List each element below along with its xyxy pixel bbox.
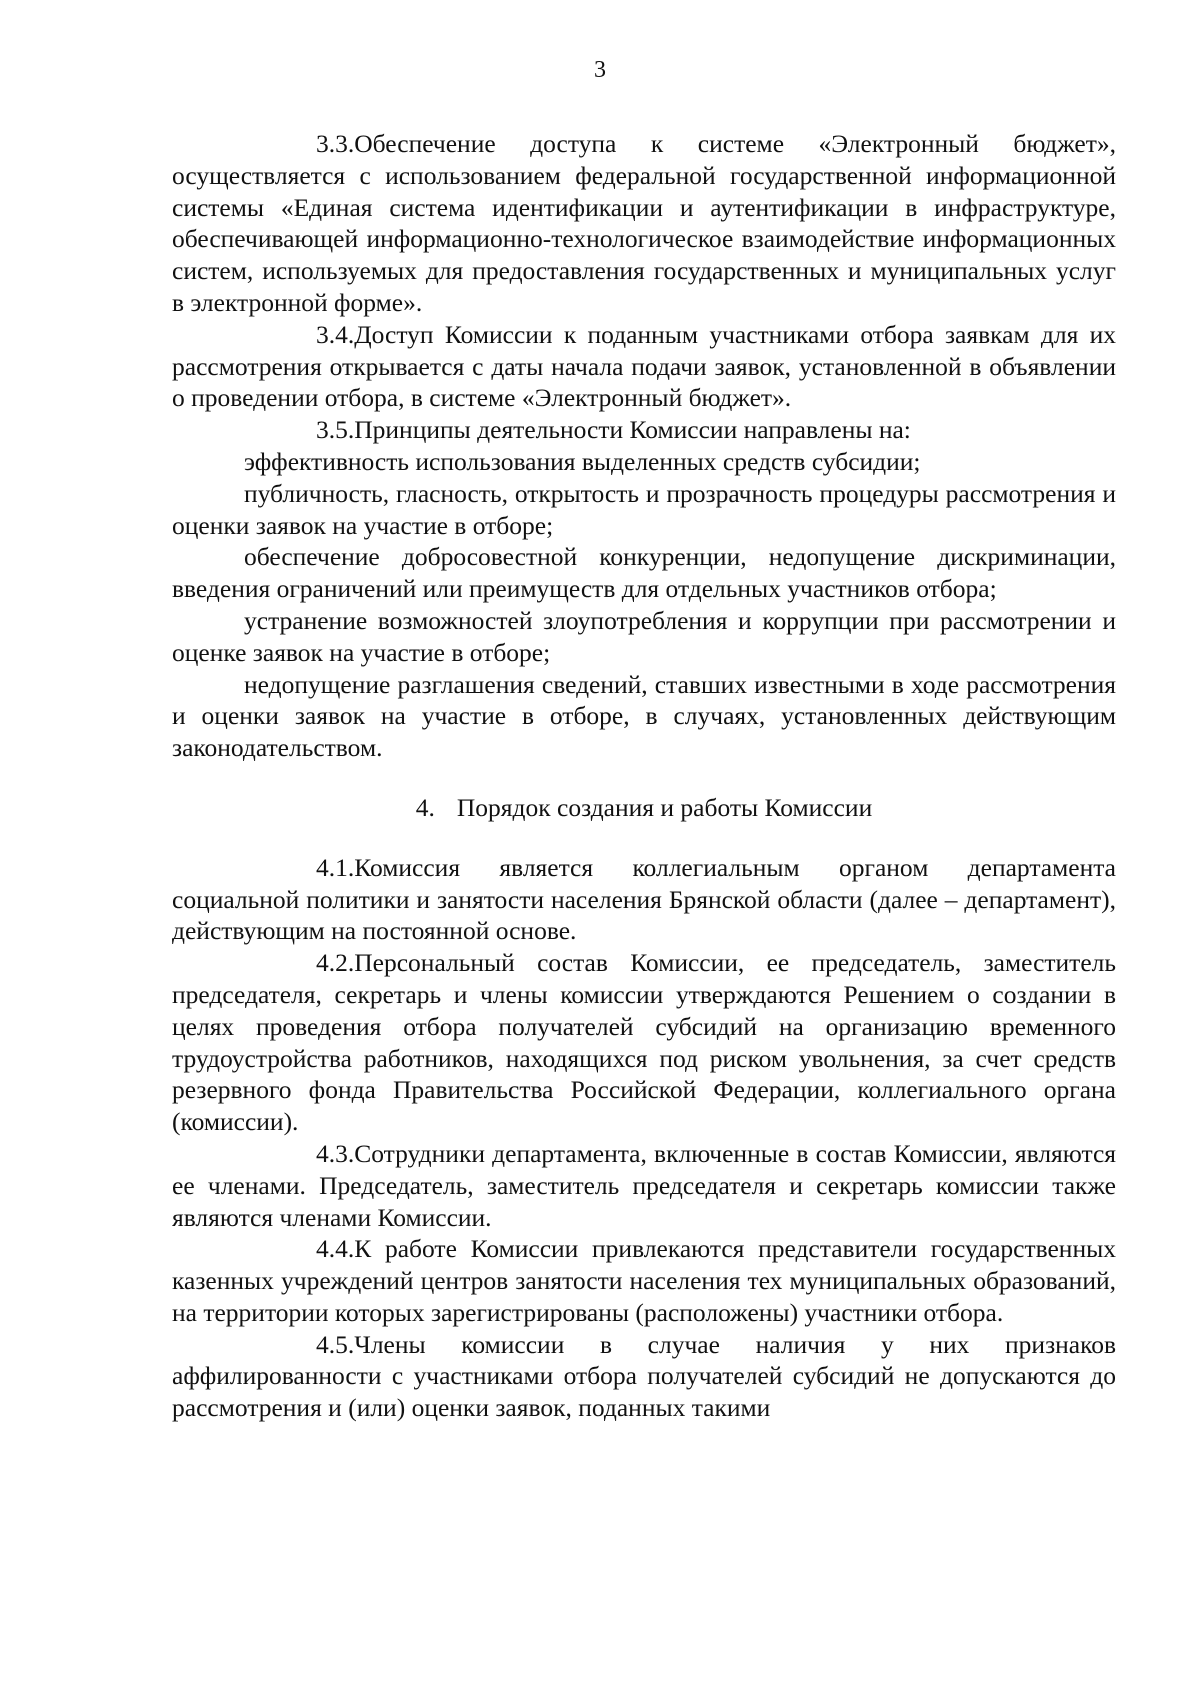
paragraph — [172, 605, 1116, 669]
paragraph-number: 4.1. — [316, 852, 355, 882]
paragraph — [172, 541, 1116, 605]
paragraph — [172, 852, 1116, 947]
section-heading-title: Порядок создания и работы Комиссии — [456, 792, 873, 822]
paragraph — [172, 947, 1116, 1138]
paragraph-text: публичность, гласность, открытость и прозрачность процедуры рассмотрения и оценки заявок на участие в отборе; — [172, 478, 1116, 540]
paragraph — [172, 669, 1116, 764]
paragraph — [172, 446, 1116, 478]
paragraph-text: Обеспечение доступа к системе «Электронный бюджет», осуществляется с использованием федеральной государственной информационной системы «Единая система идентификации и аутентификации в инфраструктуре, обеспечивающей информационно-технологическое взаимодействие информационных систем, используемых для предоставления государственных и муниципальных услуг в электронной форме». — [172, 129, 1116, 317]
paragraph-text: эффективность использования выделенных средств субсидии; — [244, 446, 921, 476]
paragraph-text: Сотрудники департамента, включенные в состав Комиссии, являются ее членами. Председатель, заместитель председателя и секретарь комиссии также являются членами Комиссии. — [172, 1138, 1116, 1232]
paragraph — [172, 319, 1116, 414]
paragraph-text: Комиссия является коллегиальным органом департамента социальной политики и занятости населения Брянской области (далее – департамент), действующим на постоянной основе. — [172, 852, 1116, 946]
section-heading-number: 4. — [415, 792, 435, 822]
paragraph-number: 3.5. — [316, 415, 355, 445]
paragraph — [172, 128, 1116, 319]
paragraph-number: 3.3. — [316, 129, 355, 158]
paragraph-text: Персональный состав Комиссии, ее председатель, заместитель председателя, секретарь и члены комиссии утверждаются Решением о создании в целях проведения отбора получателей субсидий на организацию временного трудоустройства работников, находящихся под риском увольнения, за счет средств резервного фонда Правительства Российской Федерации, коллегиального органа (комиссии). — [172, 948, 1116, 1137]
paragraph-text: Члены комиссии в случае наличия у них признаков аффилированности с участниками отбора получателей субсидий не допускаются до рассмотрения и (или) оценки заявок, поданных такими — [172, 1329, 1116, 1423]
paragraph-text: недопущение разглашения сведений, ставших известными в ходе рассмотрения и оценки заявок на участие в отборе, в случаях, установленных действующим законодательством. — [172, 669, 1116, 763]
document-body — [172, 128, 1116, 1424]
paragraph-text: обеспечение добросовестной конкуренции, недопущение дискриминации, введения ограничений или преимуществ для отдельных участников отбора; — [172, 542, 1116, 604]
paragraph — [172, 1233, 1116, 1328]
paragraph — [172, 1329, 1116, 1424]
paragraph-text: устранение возможностей злоупотребления и коррупции при рассмотрении и оценке заявок на участие в отборе; — [172, 605, 1116, 667]
section-4-paragraphs — [172, 852, 1116, 1424]
paragraph-number: 4.3. — [316, 1138, 355, 1168]
paragraph-text: Принципы деятельности Комиссии направлены на: — [354, 415, 911, 445]
paragraph-number: 4.5. — [316, 1329, 355, 1359]
paragraph-number: 4.4. — [316, 1234, 355, 1264]
paragraph — [172, 414, 1116, 446]
section-3-paragraphs — [172, 128, 1116, 764]
paragraph-text: Доступ Комиссии к поданным участниками отбора заявкам для их рассмотрения открывается с даты начала подачи заявок, установленной в объявлении о проведении отбора, в системе «Электронный бюджет». — [172, 319, 1116, 413]
paragraph-text: К работе Комиссии привлекаются представители государственных казенных учреждений центров занятости населения тех муниципальных образований, на территории которых зарегистрированы (расположены) участники отбора. — [172, 1234, 1116, 1327]
paragraph-number: 4.2. — [316, 948, 355, 978]
paragraph-number: 3.4. — [316, 319, 355, 349]
paragraph — [172, 1138, 1116, 1233]
page-number: 3 — [594, 57, 606, 83]
section-heading — [172, 792, 1116, 824]
paragraph — [172, 478, 1116, 542]
